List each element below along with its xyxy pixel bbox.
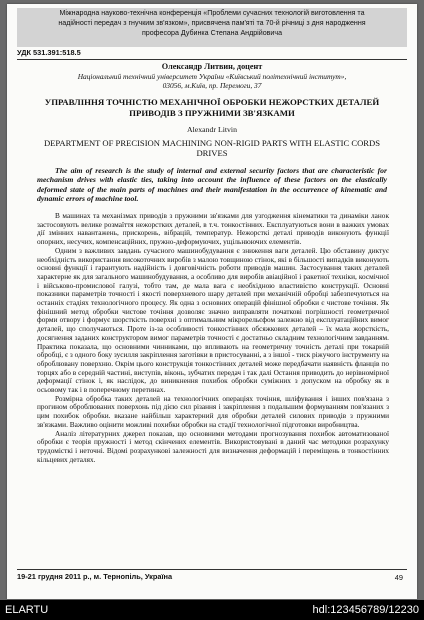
abstract: The aim of research is the study of internal and external security factors that are characteristic for mechanism drives with elastic ties, taking into account the influence of these factors on the elastically deformed state of the main parts of machines and their manifestation in the occurrence of kinematic and dynamic errors of machine tool. [37,166,387,204]
conference-header-line: професора Дубинка Степана Андрійовича [141,28,283,37]
body-paragraph: В машинах та механізмах приводів з пружними зв'язками для узгодження кінематики та динаміки ланок застосовують велике розмаїття нежорстких деталей, в т.ч. тонкостінних. Експлуатуються вони в важких умовах дії змінних навантажень, прискорень, вібрацій, температур. Нежорсткі деталі приводів виконують функції опорних, несучих, компенсаційних, пружно-деформуючих, ущільнюючих елементів. [37,211,389,247]
author-name: Олександр Литвин, доцент [161,62,263,71]
page-number: 49 [394,573,403,582]
viewer-statusbar [0,600,424,620]
title-line: УПРАВЛІННЯ ТОЧНІСТЮ МЕХАНІЧНОЇ ОБРОБКИ НЕЖОРСТКИХ ДЕТАЛЕЙ [44,97,380,107]
conference-header-line: надійності передач з гнучким зв'язком», присвячена пам'яті та 70-й річниці з дня народження [58,18,366,27]
repository-name: ELARTU [5,604,49,616]
document-page [7,4,417,599]
article-body [37,212,389,464]
title-line: DRIVES [196,148,228,159]
author-name-english: Alexandr Litvin [186,125,238,134]
handle-identifier: hdl:123456789/12230 [312,604,419,616]
affiliation-line: 03056, м.Київ, пр. Перемоги, 37 [162,81,262,90]
affiliation [67,72,357,90]
article-title-ukrainian [27,97,397,118]
article-title-english [27,138,397,158]
udk-code: УДК 531.391:518.5 [17,48,81,57]
title-line: ПРИВОДІВ З ПРУЖНИМИ ЗВ'ЯЗКАМИ [129,107,295,118]
body-paragraph: Аналіз літературних джерел показав, що основними методами прогнозування похибок автоматизованої обробки є теорія пружності і метод скінчених елементів. Використовувані в даний час методики розрахунку трудомісткі і неточні. Відомі розрахункові залежності для визначення деформацій і переміщень в тонкостінних кільцевих деталях. [37,428,389,464]
title-line: DEPARTMENT OF PRECISION MACHINING NON-RIGID PARTS WITH ELASTIC CORDS [43,138,381,148]
body-paragraph: Розмірна обробка таких деталей на технологічних операціях точіння, шліфування і інших пов'язана з прогином оброблюваних поверхонь під дією сил різання і закріплення з подальшим формуванням пов'язаних з цим похибок обробки. вказане найбільш характерний для обробки деталей силових приводів з пружними зв'язками. Важливо оцінити можливі похибки обробки на стадії технологічної підготовки виробництва. [37,393,389,429]
conference-header [17,8,407,47]
header-divider [17,59,407,60]
affiliation-line: Національний технічний університет України «Київський політехнічний інститут», [77,72,347,81]
body-paragraph: Одним з важливих завдань сучасного машинобудування є зниження ваги деталей. Цю обставину диктує необхідність використання високоточних виробів з малою товщиною стінок, які в більшості випадків виконують основні функції і гарантують надійність і довговічність роботи приводів машин. Застосування таких деталей характерне як для загального машинобудування, а особливо для виробів авіаційної і ракетної техніки, космічної і військово-промислової галузі, тобто там, де мала вага є необхідною властивістю конструкції. Основні показники параметрів точності і якості поверхневого шару деталей при механічній обробці забезпечуються на останніх стадіях технологічного процесу. Як одна з основних операцій фінішної обробки є чистове точіння. Як фінішний метод обробки чистове точіння дозволяє значно виправляти початкові погрішності геометричної форми отвору і формує шорсткість поверхні з оптимальним мікрорельєфом залежно від експлуатаційних вимог деталей, що сполучаються. Проте із-за особливості тонкостінних обсяжкових деталей – їх мала жорсткість, досягнення заданих конструктором вимог параметрів точності є достатньо складним технологічним завданням. Практика показала, що основними чинниками, що впливають на геометричну точність деталі при токарній обробці, є з одного боку зусилля закріплення заготівки в пристосуванні, а з іншої - тиск ріжучого інструменту на оброблювану поверхню. Окрім цього конструкція тонкостінних деталей може передбачати наявність фланців по торцях або в середній частині, виступів, віконь, зубчатих передач і так далі Остання приводить до нерівномірної деформації стінок і, як наслідок, до виникнення похибок обробки суміжних з допуском на обробку як в осьовому так і в поперечному перетинах. [37,245,389,395]
footer-conference: 19-21 грудня 2011 р., м. Тернопіль, Україна [17,572,173,581]
conference-header-line: Міжнародна науково-технічна конференція «Проблеми сучасних технологій виготовлення та [59,9,365,17]
footer-divider [17,569,407,570]
